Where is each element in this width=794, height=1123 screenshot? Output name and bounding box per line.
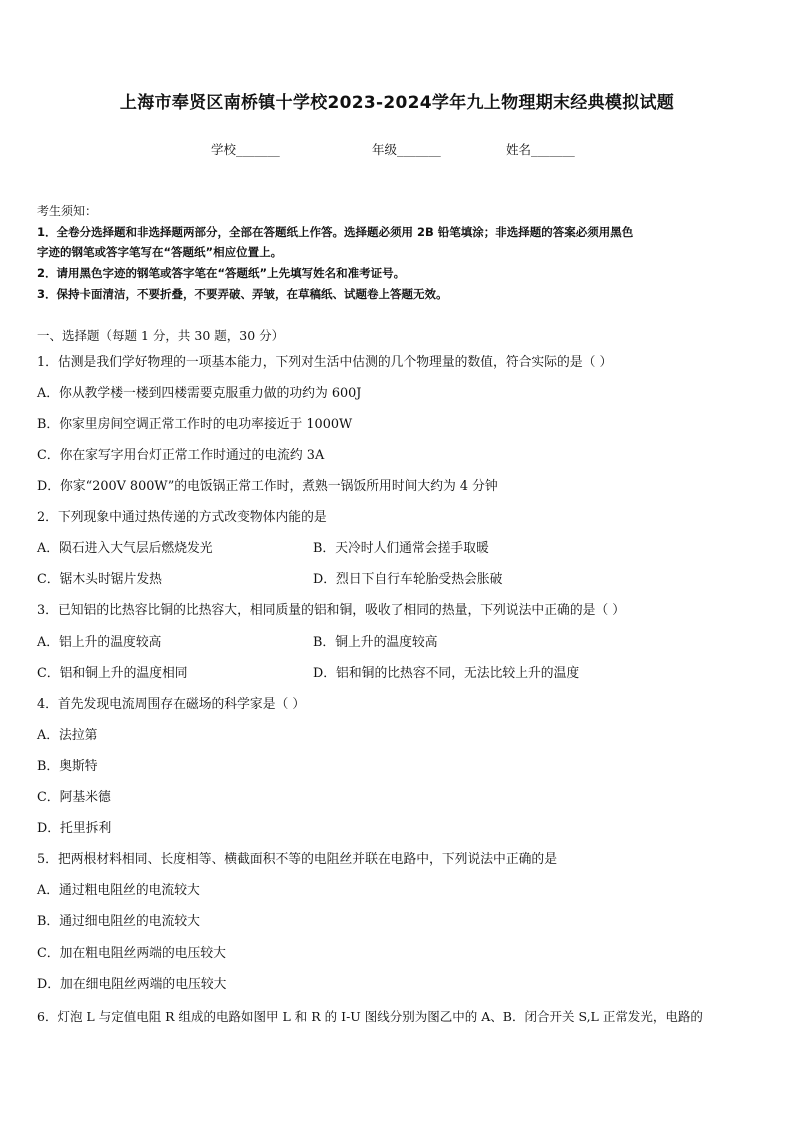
question-5-stem: 5．把两根材料相同、长度相等、横截面积不等的电阻丝并联在电路中，下列说法中正确的是: [37, 852, 558, 867]
notice-item-2: 2．请用黑色字迹的钢笔或答字笔在“答题纸”上先填写姓名和准考证号。: [37, 266, 406, 280]
question-1-stem: 1．估测是我们学好物理的一项基本能力，下列对生活中估测的几个物理量的数值，符合实际的是（ ）: [37, 355, 613, 370]
question-2-option-d: D．烈日下自行车轮胎受热会胀破: [313, 572, 503, 587]
question-3-option-c: C．铝和铜上升的温度相同: [37, 666, 188, 681]
question-4-stem: 4．首先发现电流周围存在磁场的科学家是（ ）: [37, 697, 306, 712]
question-2-option-c: C．锯木头时锯片发热: [37, 572, 162, 587]
question-5-option-d: D．加在细电阻丝两端的电压较大: [37, 977, 227, 992]
notice-heading: 考生须知：: [37, 204, 98, 218]
page-title: 上海市奉贤区南桥镇十学校2023-2024学年九上物理期末经典模拟试题: [119, 93, 675, 113]
question-2-option-a: A．陨石进入大气层后燃烧发光: [37, 541, 213, 556]
question-4-option-b: B．奥斯特: [37, 759, 98, 774]
question-6-stem: 6．灯泡 L 与定值电阻 R 组成的电路如图甲 L 和 R 的 I-U 图线分别为图乙中的 A、B．闭合开关 S,L 正常发光，电路的: [37, 1009, 703, 1024]
notice-item-1: 1．全卷分选择题和非选择题两部分，全部在答题纸上作答。选择题必须用 2B 铅笔填涂；非选择题的答案必须用黑色: [37, 225, 634, 239]
question-4-option-a: A．法拉第: [37, 728, 98, 743]
question-1-option-c: C．你在家写字用台灯正常工作时通过的电流约 3A: [37, 448, 325, 463]
question-1-option-a: A．你从教学楼一楼到四楼需要克服重力做的功约为 600J: [37, 386, 362, 401]
question-2-option-b: B．天冷时人们通常会搓手取暖: [313, 541, 489, 556]
question-3-stem: 3．已知铝的比热容比铜的比热容大，相同质量的铝和铜，吸收了相同的热量，下列说法中正确的是（ ）: [37, 603, 626, 618]
student-info-row: [0, 140, 794, 160]
grade-field: 年级_______: [372, 142, 441, 157]
question-5-option-b: B．通过细电阻丝的电流较大: [37, 914, 200, 929]
notice-item-1-cont: 字迹的钢笔或答字笔写在“答题纸”相应位置上。: [37, 245, 283, 259]
question-2-stem: 2．下列现象中通过热传递的方式改变物体内能的是: [37, 510, 327, 525]
name-field: 姓名_______: [506, 142, 575, 157]
question-3-option-d: D．铝和铜的比热容不同，无法比较上升的温度: [313, 666, 580, 681]
question-3-option-a: A．铝上升的温度较高: [37, 635, 162, 650]
section-heading: 一、选择题（每题 1 分，共 30 题，30 分）: [37, 328, 285, 343]
question-1-option-d: D．你家“200V 800W”的电饭锅正常工作时，煮熟一锅饭所用时间大约为 4 分钟: [37, 479, 498, 494]
question-3-option-b: B．铜上升的温度较高: [313, 635, 438, 650]
question-1-option-b: B．你家里房间空调正常工作时的电功率接近于 1000W: [37, 417, 353, 432]
notice-item-3: 3．保持卡面清洁，不要折叠，不要弄破、弄皱，在草稿纸、试题卷上答题无效。: [37, 287, 448, 301]
question-5-option-c: C．加在粗电阻丝两端的电压较大: [37, 946, 226, 961]
question-4-option-c: C．阿基米德: [37, 790, 111, 805]
question-5-option-a: A．通过粗电阻丝的电流较大: [37, 883, 200, 898]
question-4-option-d: D．托里拆利: [37, 821, 112, 836]
school-field: 学校_______: [211, 142, 280, 157]
